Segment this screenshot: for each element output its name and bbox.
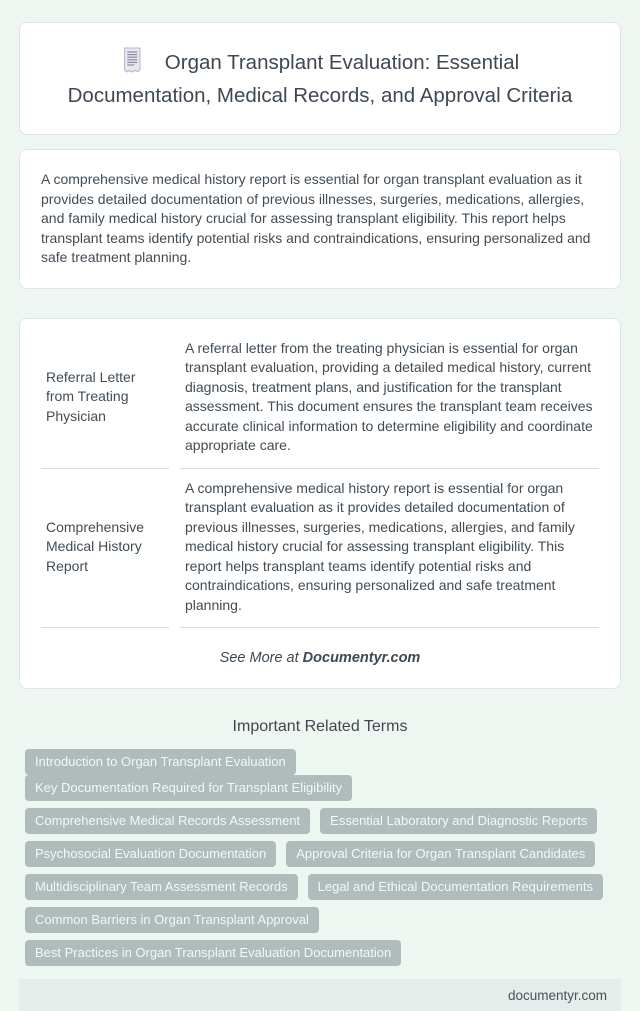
receipt-icon <box>121 47 143 81</box>
tag-row <box>25 749 621 801</box>
tag-row <box>25 841 621 867</box>
see-more-line <box>30 650 610 666</box>
brand-name: Documentyr.com <box>302 650 421 666</box>
related-term-tag[interactable]: Multidisciplinary Team Assessment Records <box>25 874 298 900</box>
terms-table <box>30 329 610 629</box>
page-title <box>60 47 580 110</box>
footer-bar <box>19 979 621 1011</box>
terms-table-card <box>19 318 621 690</box>
table-row <box>41 329 599 469</box>
related-terms-tags <box>19 749 621 966</box>
related-term-tag[interactable]: Essential Laboratory and Diagnostic Reports <box>320 808 597 834</box>
summary-text: A comprehensive medical history report is essential for organ transplant evaluation as it provides detailed documentation of previous illnesses, surgeries, medications, allergies, and family medical history crucial for assessing transplant eligibility. This report helps transplant teams identify potential risks and contraindications, ensuring personalized and safe treatment planning. <box>41 171 591 265</box>
table-row <box>41 469 599 629</box>
related-term-tag[interactable]: Common Barriers in Organ Transplant Approval <box>25 907 319 933</box>
tag-row <box>25 907 621 933</box>
related-term-tag[interactable]: Key Documentation Required for Transplant Eligibility <box>25 775 352 801</box>
related-term-tag[interactable]: Psychosocial Evaluation Documentation <box>25 841 276 867</box>
related-term-tag[interactable]: Legal and Ethical Documentation Requirements <box>308 874 603 900</box>
page-title-text: Organ Transplant Evaluation: Essential Documentation, Medical Records, and Approval Criteria <box>67 51 573 107</box>
summary-card <box>19 149 621 289</box>
term-description: A referral letter from the treating physician is essential for organ transplant evaluation, providing a detailed medical history, current diagnosis, treatment plans, and justification for the transplant assessment. This document ensures the transplant team receives accurate clinical information to determine eligibility and coordinate appropriate care. <box>180 329 599 469</box>
see-more-prefix: See More at <box>219 650 303 666</box>
tag-row <box>25 940 621 966</box>
footer-site-name: documentyr.com <box>507 987 607 1003</box>
term-name: Referral Letter from Treating Physician <box>41 329 169 469</box>
term-description: A comprehensive medical history report is essential for organ transplant evaluation as it provides detailed documentation of previous illnesses, surgeries, medications, allergies, and family medical history crucial for assessing transplant eligibility. This report helps transplant teams identify potential risks and contraindications, ensuring personalized and safe treatment planning. <box>180 469 599 629</box>
term-name: Comprehensive Medical History Report <box>41 469 169 629</box>
related-terms-heading: Important Related Terms <box>232 718 408 735</box>
tag-row <box>25 874 621 900</box>
title-card <box>19 22 621 135</box>
tag-row <box>25 808 621 834</box>
related-term-tag[interactable]: Comprehensive Medical Records Assessment <box>25 808 310 834</box>
related-term-tag[interactable]: Best Practices in Organ Transplant Evaluation Documentation <box>25 940 401 966</box>
related-term-tag[interactable]: Approval Criteria for Organ Transplant Candidates <box>286 841 595 867</box>
related-term-tag[interactable]: Introduction to Organ Transplant Evaluation <box>25 749 296 775</box>
